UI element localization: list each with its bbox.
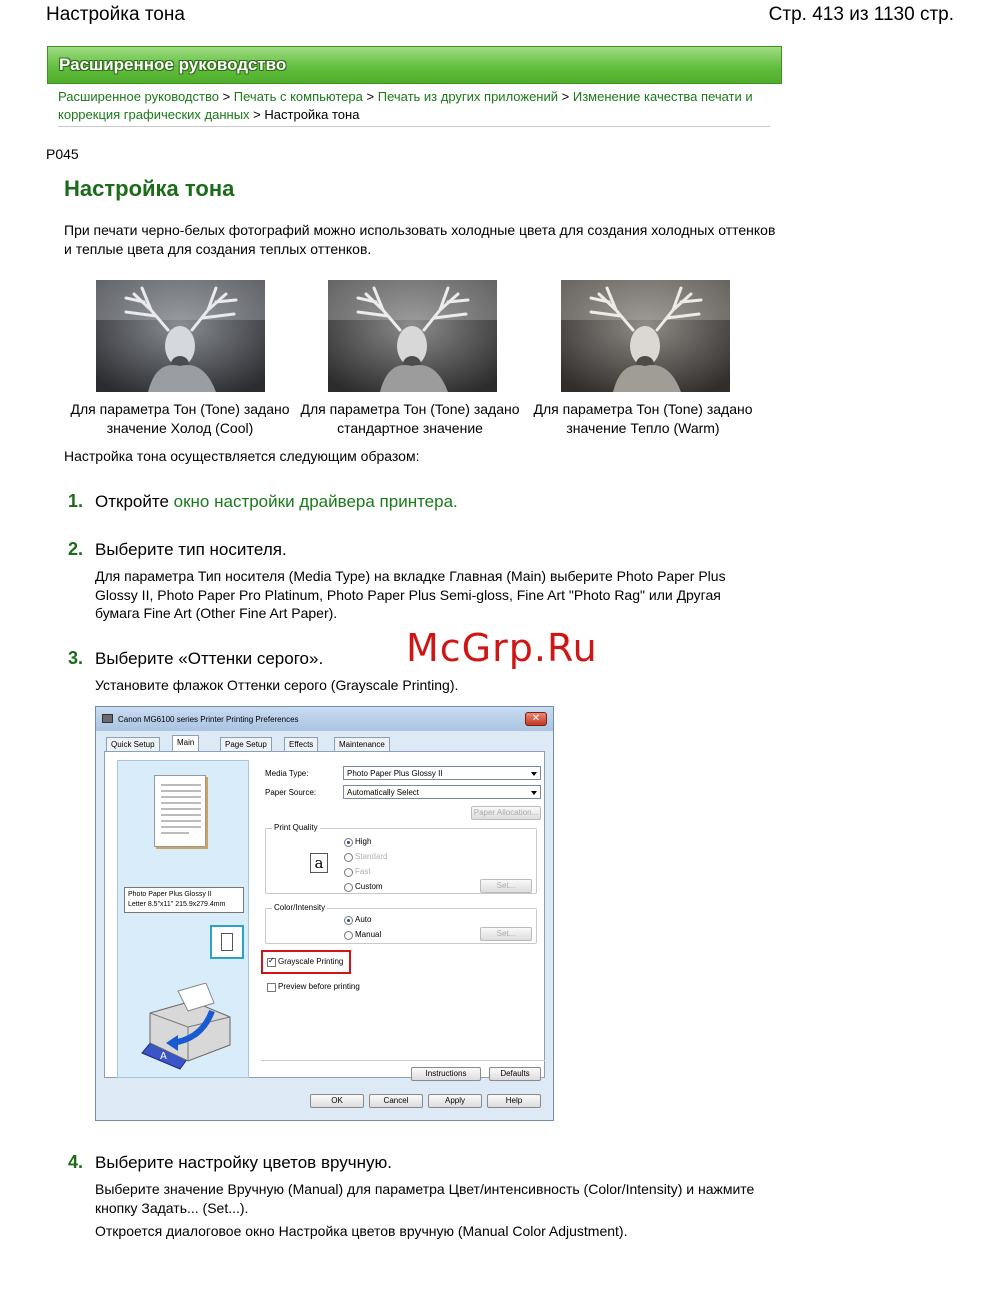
quality-standard-radio[interactable]: Standard — [344, 852, 387, 861]
breadcrumb-separator: > — [222, 89, 231, 104]
page-header-title: Настройка тона — [46, 4, 185, 25]
media-type-label: Media Type: — [265, 769, 309, 778]
quality-custom-radio[interactable]: Custom — [344, 882, 383, 891]
tab-page-setup[interactable]: Page Setup — [220, 737, 272, 751]
printer-icon — [102, 714, 113, 723]
media-info-line: Photo Paper Plus Glossy II — [128, 891, 212, 898]
photo-caption-warm: Для параметра Тон (Tone) задано значение Тепло (Warm) — [533, 401, 753, 436]
quality-glyph-icon: a — [310, 853, 328, 873]
step-title: Выберите тип носителя. — [95, 540, 287, 559]
page-counter: Стр. 413 из 1130 стр. — [768, 4, 954, 25]
breadcrumb-separator: > — [366, 89, 375, 104]
tab-main[interactable]: Main — [172, 735, 199, 752]
printer-preferences-dialog — [95, 706, 554, 1121]
step-number: 3. — [68, 648, 84, 668]
deer-photo-cool — [96, 280, 265, 392]
breadcrumb-link[interactable]: Расширенное руководство — [58, 89, 219, 104]
photo-caption-cool: Для параметра Тон (Tone) задано значение Холод (Cool) — [70, 401, 290, 436]
print-quality-group — [265, 823, 537, 894]
help-button[interactable]: Help — [487, 1094, 541, 1108]
tab-quick-setup[interactable]: Quick Setup — [106, 737, 160, 751]
preview-before-printing-checkbox[interactable]: Preview before printing — [267, 982, 360, 991]
intro-paragraph: При печати черно-белых фотографий можно использовать холодные цвета для создания холодных оттенков и теплые цвета для создания теплых оттенков. — [64, 222, 776, 257]
paper-source-select[interactable] — [343, 785, 541, 799]
media-info-line: Letter 8.5"x11" 215.9x279.4mm — [128, 901, 226, 908]
color-intensity-group — [265, 903, 537, 944]
step-body: Для параметра Тип носителя (Media Type) на вкладке Главная (Main) выберите Photo Paper Plus Glossy II, Photo Paper Pro Platinum, Photo Paper Plus Semi-gloss, Fine Art "Photo Rag" или Другая бумага Fine Art (Other Fine Art Paper). — [95, 568, 726, 621]
tab-maintenance[interactable]: Maintenance — [334, 737, 390, 751]
color-auto-radio[interactable]: Auto — [344, 915, 371, 924]
breadcrumb-link[interactable]: Печать из других приложений — [377, 89, 559, 104]
banner-label: Расширенное руководство — [59, 55, 287, 74]
chevron-down-icon — [531, 772, 537, 776]
step-number: 1. — [68, 491, 84, 511]
quality-high-radio[interactable]: High — [344, 837, 371, 846]
breadcrumb-separator: > — [561, 89, 570, 104]
print-quality-title: Print Quality — [274, 823, 318, 832]
step-title-prefix: Откройте — [95, 492, 169, 511]
color-intensity-title: Color/Intensity — [274, 903, 326, 912]
breadcrumb-separator: > — [253, 107, 261, 122]
step-number: 2. — [68, 539, 84, 559]
deer-photo-standard — [328, 280, 497, 392]
grayscale-printing-checkbox[interactable]: Grayscale Printing ✓ — [267, 957, 343, 966]
quality-fast-radio[interactable]: Fast — [344, 867, 371, 876]
quality-set-button[interactable]: Set... — [480, 879, 532, 893]
close-button[interactable]: ✕ — [525, 712, 547, 726]
section-banner — [47, 46, 782, 84]
dialog-titlebar — [96, 707, 553, 731]
main-tab-panel — [104, 751, 545, 1078]
watermark: McGrp.Ru — [406, 626, 598, 670]
tab-effects[interactable]: Effects — [284, 737, 318, 751]
panel-divider — [261, 1060, 545, 1061]
breadcrumb-current: Настройка тона — [264, 107, 360, 122]
defaults-button[interactable]: Defaults — [489, 1067, 541, 1081]
driver-settings-link[interactable]: окно настройки драйвера принтера. — [173, 492, 458, 511]
step-title — [95, 492, 458, 512]
media-type-value: Photo Paper Plus Glossy II — [347, 769, 443, 778]
step-body-note: Откроется диалоговое окно Настройка цветов вручную (Manual Color Adjustment). — [95, 1223, 628, 1239]
breadcrumb-link[interactable]: Печать с компьютера — [233, 89, 363, 104]
procedure-lead: Настройка тона осуществляется следующим образом: — [64, 448, 420, 464]
deer-photo-warm — [561, 280, 730, 392]
color-set-button[interactable]: Set... — [480, 927, 532, 941]
svg-text:A: A — [160, 1051, 167, 1062]
step-number: 4. — [68, 1152, 84, 1172]
media-info-box — [124, 887, 244, 913]
step-title: Выберите настройку цветов вручную. — [95, 1153, 392, 1172]
step-body: Установите флажок Оттенки серого (Grayscale Printing). — [95, 677, 459, 693]
paper-source-label: Paper Source: — [265, 788, 317, 797]
photo-caption-standard: Для параметра Тон (Tone) задано стандартное значение — [300, 401, 520, 436]
paper-allocation-button[interactable]: Paper Allocation... — [471, 806, 541, 820]
chevron-down-icon — [531, 791, 537, 795]
apply-button[interactable]: Apply — [428, 1094, 482, 1108]
settings-preview — [117, 760, 249, 1078]
instructions-button[interactable]: Instructions — [411, 1067, 481, 1081]
printer-illustration-icon — [132, 983, 236, 1075]
cancel-button[interactable]: Cancel — [369, 1094, 423, 1108]
media-type-select[interactable] — [343, 766, 541, 780]
step-body: Выберите значение Вручную (Manual) для параметра Цвет/интенсивность (Color/Intensity) и нажмите кнопку Задать... (Set...). — [95, 1181, 755, 1216]
orientation-icon — [210, 925, 244, 959]
breadcrumb — [58, 88, 758, 124]
page-code: P045 — [46, 146, 79, 162]
dialog-title: Canon MG6100 series Printer Printing Preferences — [118, 715, 299, 724]
ok-button[interactable]: OK — [310, 1094, 364, 1108]
paper-source-value: Automatically Select — [347, 788, 420, 797]
page-title: Настройка тона — [64, 176, 235, 201]
paper-preview-icon — [154, 775, 206, 847]
breadcrumb-link[interactable]: Изменение качества печати и коррекция графических данных — [58, 89, 753, 122]
step-title: Выберите «Оттенки серого». — [95, 649, 324, 668]
color-manual-radio[interactable]: Manual — [344, 930, 381, 939]
breadcrumb-divider — [58, 126, 770, 127]
